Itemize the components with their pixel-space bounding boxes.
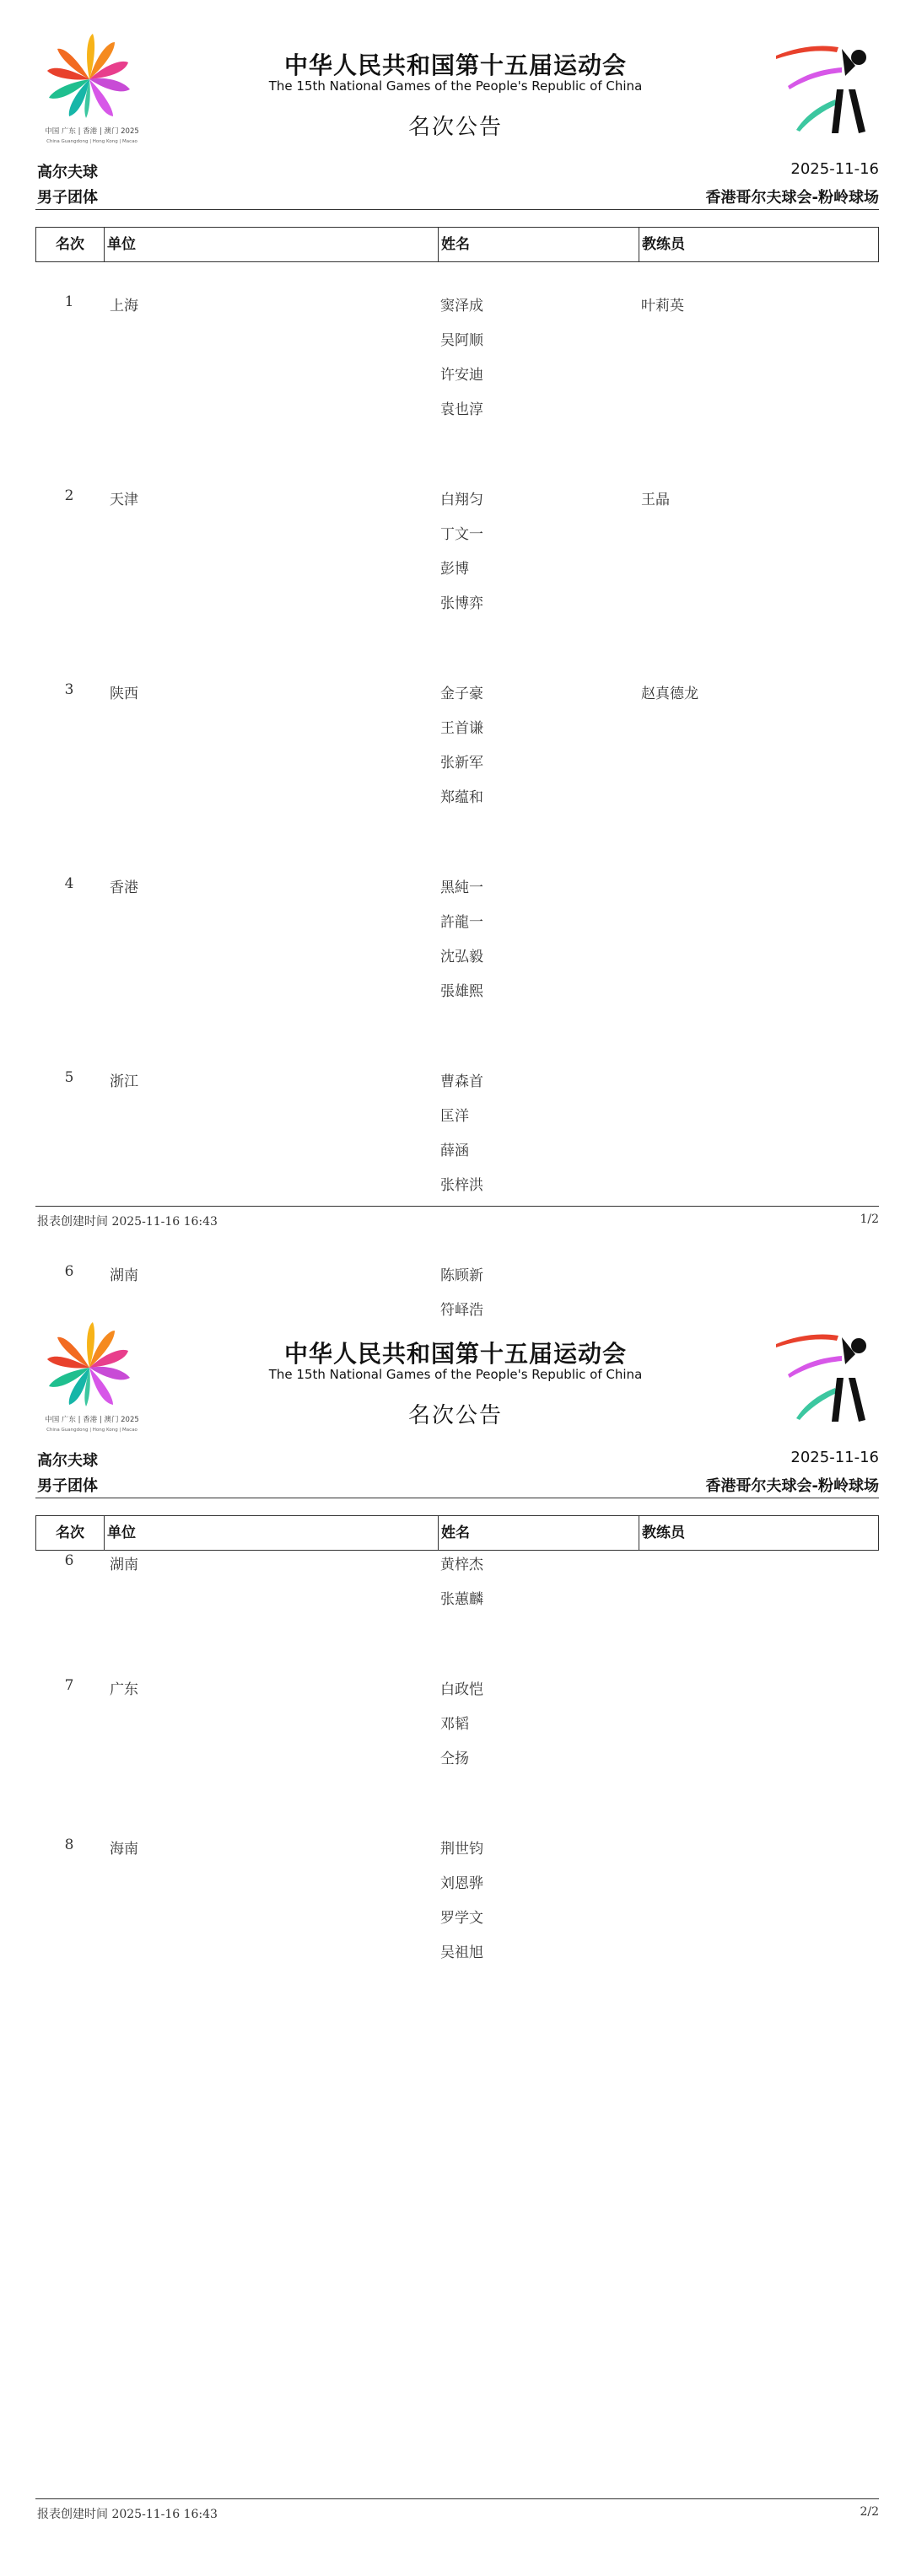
rank-cell: 5 bbox=[64, 1069, 74, 1086]
player-name-cell: 黄梓杰 bbox=[440, 1557, 483, 1573]
table-header bbox=[35, 227, 879, 262]
report-created-value: 2025-11-16 16:43 bbox=[111, 1215, 218, 1229]
rank-cell: 8 bbox=[64, 1837, 74, 1853]
logo-caption: 中国 广东 | 香港 | 澳门 2025 bbox=[45, 127, 139, 136]
player-name-cell: 袁也淳 bbox=[440, 401, 483, 418]
venue-label: 香港哥尔夫球会-粉岭球场 bbox=[705, 1477, 879, 1495]
column-header-name: 姓名 bbox=[441, 236, 470, 253]
player-name-cell: 刘恩骅 bbox=[440, 1875, 483, 1892]
player-name-cell: 黑純一 bbox=[440, 879, 483, 896]
unit-cell: 天津 bbox=[110, 492, 138, 508]
footer-divider bbox=[35, 1206, 879, 1207]
player-name-cell: 彭博 bbox=[440, 561, 469, 578]
games-title-chinese: 中华人民共和国第十五届运动会 bbox=[283, 51, 627, 79]
player-name-cell: 张梓洪 bbox=[440, 1177, 483, 1194]
report-created-label: 报表创建时间 bbox=[37, 1215, 108, 1229]
column-header-coach: 教练员 bbox=[642, 1525, 685, 1541]
player-name-cell: 张蕙麟 bbox=[440, 1591, 483, 1608]
event-label: 男子团体 bbox=[37, 189, 98, 207]
player-name-cell: 薛涵 bbox=[440, 1143, 469, 1159]
player-name-cell: 匡洋 bbox=[440, 1108, 469, 1125]
player-name-cell: 许安迪 bbox=[440, 367, 483, 384]
unit-cell: 香港 bbox=[110, 879, 138, 896]
report-created-time bbox=[37, 2505, 218, 2522]
player-name-cell: 陈顾新 bbox=[440, 1267, 483, 1284]
column-header-name: 姓名 bbox=[441, 1525, 470, 1541]
page-header bbox=[0, 0, 911, 156]
unit-cell: 湖南 bbox=[110, 1557, 138, 1573]
rank-cell: 6 bbox=[64, 1552, 74, 1569]
player-name-cell: 白翔匀 bbox=[440, 492, 483, 508]
rank-cell: 7 bbox=[64, 1677, 74, 1694]
event-date: 2025-11-16 bbox=[790, 1449, 879, 1466]
logo-subcaption: China Guangdong | Hong Kong | Macao bbox=[46, 139, 137, 144]
page-number: 1/2 bbox=[860, 1213, 879, 1226]
rank-cell: 4 bbox=[64, 875, 74, 892]
venue-label: 香港哥尔夫球会-粉岭球场 bbox=[705, 189, 879, 207]
column-header-coach: 教练员 bbox=[642, 236, 685, 253]
coach-cell: 王晶 bbox=[641, 492, 670, 508]
player-name-cell: 許龍一 bbox=[440, 914, 483, 931]
event-date: 2025-11-16 bbox=[790, 160, 879, 178]
document-title: 名次公告 bbox=[407, 115, 503, 140]
player-name-cell: 張雄熙 bbox=[440, 983, 483, 1000]
sport-label: 高尔夫球 bbox=[37, 164, 98, 181]
coach-cell: 赵真德龙 bbox=[641, 686, 698, 702]
page-header bbox=[0, 1288, 911, 1444]
player-name-cell: 吴祖旭 bbox=[440, 1944, 483, 1961]
unit-cell: 上海 bbox=[110, 298, 138, 315]
rank-cell: 6 bbox=[64, 1263, 74, 1280]
column-header-rank: 名次 bbox=[56, 236, 84, 253]
player-name-cell: 郑蕴和 bbox=[440, 789, 483, 806]
unit-cell: 广东 bbox=[110, 1681, 138, 1698]
column-divider bbox=[104, 228, 105, 261]
player-name-cell: 窦泽成 bbox=[440, 298, 483, 315]
column-header-unit: 单位 bbox=[107, 236, 136, 253]
rank-cell: 2 bbox=[64, 487, 74, 504]
logo-caption: 中国 广东 | 香港 | 澳门 2025 bbox=[45, 1416, 139, 1424]
column-divider bbox=[438, 1516, 439, 1550]
player-name-cell: 符峄浩 bbox=[440, 1302, 483, 1319]
report-created-value: 2025-11-16 16:43 bbox=[111, 2508, 218, 2521]
player-name-cell: 沈弘毅 bbox=[440, 949, 483, 965]
rank-cell: 1 bbox=[64, 293, 74, 310]
games-title-english: The 15th National Games of the People's Republic of China bbox=[268, 1367, 643, 1382]
footer-divider bbox=[35, 2498, 879, 2499]
unit-cell: 湖南 bbox=[110, 1267, 138, 1284]
event-label: 男子团体 bbox=[37, 1477, 98, 1495]
column-header-unit: 单位 bbox=[107, 1525, 136, 1541]
games-title-english: The 15th National Games of the People's Republic of China bbox=[268, 78, 643, 94]
header-divider bbox=[35, 209, 879, 210]
page-2 bbox=[0, 1288, 911, 2576]
player-name-cell: 金子豪 bbox=[440, 686, 483, 702]
games-title-chinese: 中华人民共和国第十五届运动会 bbox=[283, 1340, 627, 1368]
player-name-cell: 荆世钧 bbox=[440, 1841, 483, 1858]
page-number: 2/2 bbox=[860, 2505, 879, 2519]
unit-cell: 陕西 bbox=[110, 686, 138, 702]
column-divider bbox=[438, 228, 439, 261]
report-created-time bbox=[37, 1213, 218, 1229]
player-name-cell: 张新军 bbox=[440, 755, 483, 772]
player-name-cell: 曹森首 bbox=[440, 1073, 483, 1090]
player-name-cell: 邓韬 bbox=[440, 1716, 469, 1733]
player-name-cell: 王首谦 bbox=[440, 720, 483, 737]
player-name-cell: 罗学文 bbox=[440, 1910, 483, 1927]
unit-cell: 浙江 bbox=[110, 1073, 138, 1090]
player-name-cell: 丁文一 bbox=[440, 526, 483, 543]
player-name-cell: 张博弈 bbox=[440, 595, 483, 612]
player-name-cell: 仝扬 bbox=[440, 1750, 469, 1767]
rank-cell: 3 bbox=[64, 681, 74, 698]
sport-label: 高尔夫球 bbox=[37, 1452, 98, 1470]
table-header bbox=[35, 1515, 879, 1551]
column-divider bbox=[104, 1516, 105, 1550]
player-name-cell: 白政恺 bbox=[440, 1681, 483, 1698]
logo-subcaption: China Guangdong | Hong Kong | Macao bbox=[46, 1428, 137, 1433]
report-created-label: 报表创建时间 bbox=[37, 2508, 108, 2521]
unit-cell: 海南 bbox=[110, 1841, 138, 1858]
player-name-cell: 吴阿顺 bbox=[440, 332, 483, 349]
column-header-rank: 名次 bbox=[56, 1525, 84, 1541]
coach-cell: 叶莉英 bbox=[641, 298, 684, 315]
document-title: 名次公告 bbox=[407, 1403, 503, 1428]
